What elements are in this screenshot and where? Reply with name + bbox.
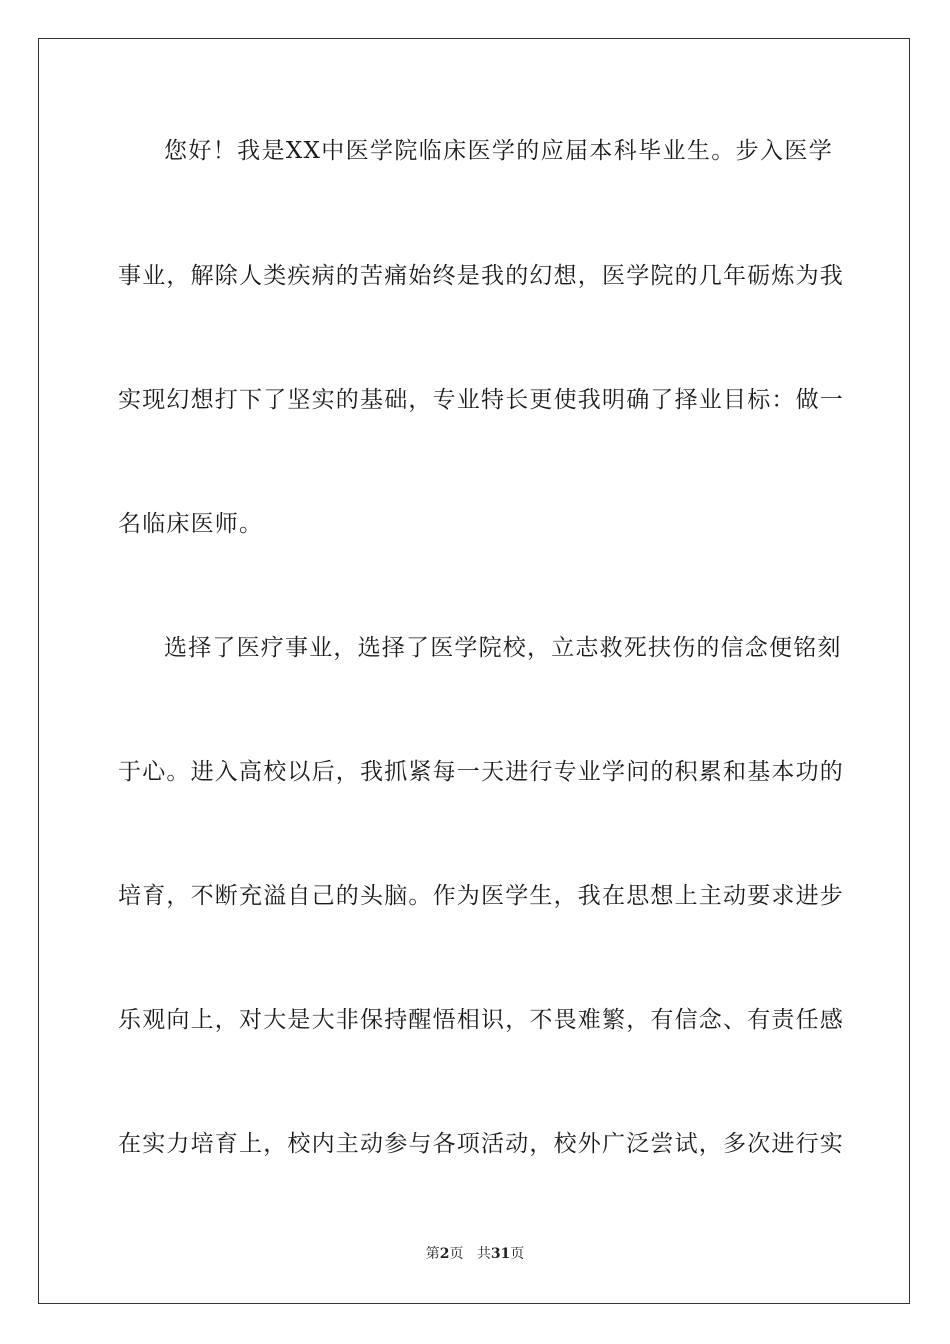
total-suffix: 页 [510, 1246, 525, 1262]
paragraph-1-line-4: 名临床医师。 [118, 511, 264, 537]
total-pages: 31 [490, 1246, 511, 1262]
page-footer [0, 1245, 950, 1263]
paragraph-1-line-3: 实现幻想打下了坚实的基础，专业特长更使我明确了择业目标：做一 [118, 387, 844, 413]
page-number: 2 [439, 1246, 450, 1262]
paragraph-2-line-5: 在实力培育上，校内主动参与各项活动，校外广泛尝试，多次进行实 [118, 1131, 844, 1157]
paragraph-2-line-1: 选择了医疗事业，选择了医学院校，立志救死扶伤的信念便铭刻 [164, 635, 842, 661]
paragraph-1-line-2: 事业，解除人类疾病的苦痛始终是我的幻想，医学院的几年砺炼为我 [118, 263, 844, 289]
paragraph-2-line-4: 乐观向上，对大是大非保持醒悟相识，不畏难繁，有信念、有责任感 [118, 1007, 844, 1033]
page-suffix: 页 [449, 1246, 464, 1262]
paragraph-2-line-3: 培育，不断充溢自己的头脑。作为医学生，我在思想上主动要求进步 [118, 883, 844, 909]
total-prefix: 共 [476, 1246, 491, 1262]
page-border [38, 38, 910, 1304]
page-prefix: 第 [425, 1246, 440, 1262]
paragraph-1-line-1: 您好！我是XX中医学院临床医学的应届本科毕业生。步入医学 [164, 138, 833, 164]
paragraph-2-line-2: 于心。进入高校以后，我抓紧每一天进行专业学问的积累和基本功的 [118, 759, 844, 785]
